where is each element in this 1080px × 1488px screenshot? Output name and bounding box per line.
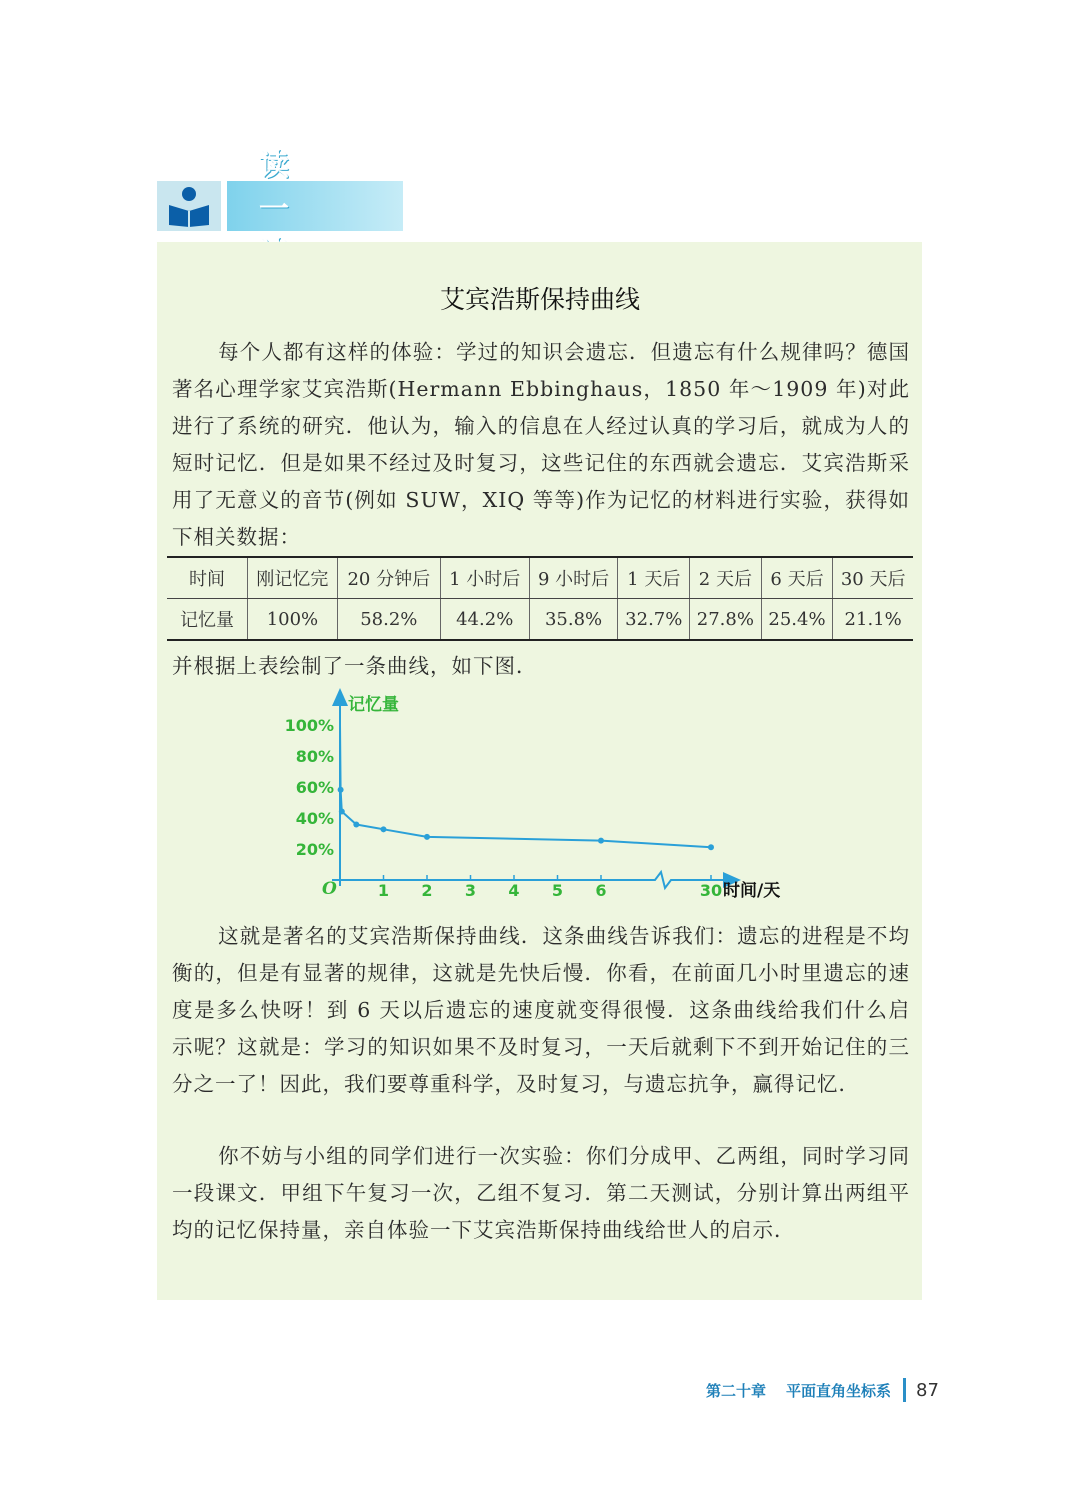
data-point xyxy=(598,838,604,844)
table-row-label: 时间 xyxy=(167,557,248,599)
data-point xyxy=(338,787,344,793)
footer-divider xyxy=(903,1378,906,1402)
paragraph-explanation xyxy=(172,918,910,1103)
chart-curve xyxy=(338,725,714,850)
x-axis xyxy=(332,872,733,888)
chart-ticks xyxy=(285,716,723,900)
y-tick-label: 40% xyxy=(295,809,334,828)
footer-section: 平面直角坐标系 xyxy=(786,1381,892,1400)
paragraph-intro-text: 每个人都有这样的体验：学过的知识会遗忘．但遗忘有什么规律吗？德国著名心理学家艾宾浩斯(Hermann Ebbinghaus，1850 年～1909 年)对此进行了系统的研究．他认为，输入的信息在人经过认真的学习后，就成为人的短时记忆．但是如果不经过及时复习，这些记住的东西就会遗忘．艾宾浩斯采用了无意义的音节(例如 SUW，XIQ 等等)作为记忆的材料进行实验，获得如下相关数据： xyxy=(172,340,910,549)
table-cell: 58.2% xyxy=(337,599,440,641)
data-point xyxy=(339,808,345,814)
table-cell: 20 分钟后 xyxy=(337,557,440,599)
banner-title: 读 一 xyxy=(259,148,321,227)
data-point xyxy=(381,826,387,832)
y-axis-label: 记忆量 xyxy=(348,695,399,715)
table-cell: 6 天后 xyxy=(761,557,833,599)
y-tick-label: 20% xyxy=(295,840,334,859)
y-tick-label: 60% xyxy=(295,778,334,797)
after-table-text: 并根据上表绘制了一条曲线，如下图． xyxy=(172,654,538,678)
x-tick-label: 3 xyxy=(464,881,477,900)
paragraph-explanation-text: 这就是著名的艾宾浩斯保持曲线．这条曲线告诉我们：遗忘的进程是不均衡的，但是有显著的规律，这就是先快后慢．你看，在前面几小时里遗忘的速度是多么快呀！到 6 天以后遗忘的速度就变得很慢．这条曲线给我们什么启示呢？这就是：学习的知识如果不及时复习，一天后就剩下不到开始记住的三分之一了！因此，我们要尊重科学，及时复习，与遗忘抗争，赢得记忆． xyxy=(172,924,910,1096)
table-cell: 35.8% xyxy=(529,599,618,641)
x-tick-label: 30 xyxy=(699,881,723,900)
page-number: 87 xyxy=(916,1379,939,1401)
x-tick-label: 4 xyxy=(508,881,520,900)
banner-title-box xyxy=(227,148,403,231)
chart-axes xyxy=(322,694,780,901)
retention-curve xyxy=(340,725,711,847)
origin-label: O xyxy=(322,879,337,899)
table-cell: 刚记忆完 xyxy=(248,557,338,599)
table-cell: 30 天后 xyxy=(833,557,913,599)
footer-chapter: 第二十章 xyxy=(706,1381,767,1400)
table-cell: 1 小时后 xyxy=(440,557,529,599)
table-cell: 25.4% xyxy=(761,599,833,641)
memory-data-table xyxy=(167,556,913,641)
y-tick-label: 80% xyxy=(295,747,334,766)
paragraph-experiment-text: 你不妨与小组的同学们进行一次实验：你们分成甲、乙两组，同时学习同一段课文．甲组下午复习一次，乙组不复习．第二天测试，分别计算出两组平均的记忆保持量，亲自体验一下艾宾浩斯保持曲线给世人的启示． xyxy=(172,1144,910,1242)
x-tick-label: 6 xyxy=(595,881,607,900)
table-cell: 32.7% xyxy=(618,599,690,641)
paragraph-experiment xyxy=(172,1138,910,1249)
x-tick-label: 2 xyxy=(421,881,433,900)
y-tick-label: 100% xyxy=(284,716,334,735)
table-cell: 2 天后 xyxy=(690,557,762,599)
x-tick-label: 5 xyxy=(551,881,564,900)
section-banner xyxy=(157,148,403,231)
x-tick-label: 1 xyxy=(377,881,390,900)
table-cell: 100% xyxy=(248,599,338,641)
table-cell: 21.1% xyxy=(833,599,913,641)
data-point xyxy=(424,834,430,840)
table-row-label: 记忆量 xyxy=(167,599,248,641)
table-cell: 27.8% xyxy=(690,599,762,641)
table-cell: 9 小时后 xyxy=(529,557,618,599)
table-row-time xyxy=(167,557,913,599)
table-cell: 44.2% xyxy=(440,599,529,641)
article-title: 艾宾浩斯保持曲线 xyxy=(439,285,640,314)
ebbinghaus-curve-chart xyxy=(280,688,800,913)
paragraph-intro xyxy=(172,334,910,556)
table-cell: 1 天后 xyxy=(618,557,690,599)
page-footer xyxy=(706,1378,939,1402)
data-point xyxy=(353,822,359,828)
table-row-amount xyxy=(167,599,913,641)
reading-person-icon xyxy=(166,185,212,227)
data-point xyxy=(708,844,714,850)
banner-icon-box xyxy=(157,181,221,231)
x-axis-label: 时间/天 xyxy=(723,881,781,901)
